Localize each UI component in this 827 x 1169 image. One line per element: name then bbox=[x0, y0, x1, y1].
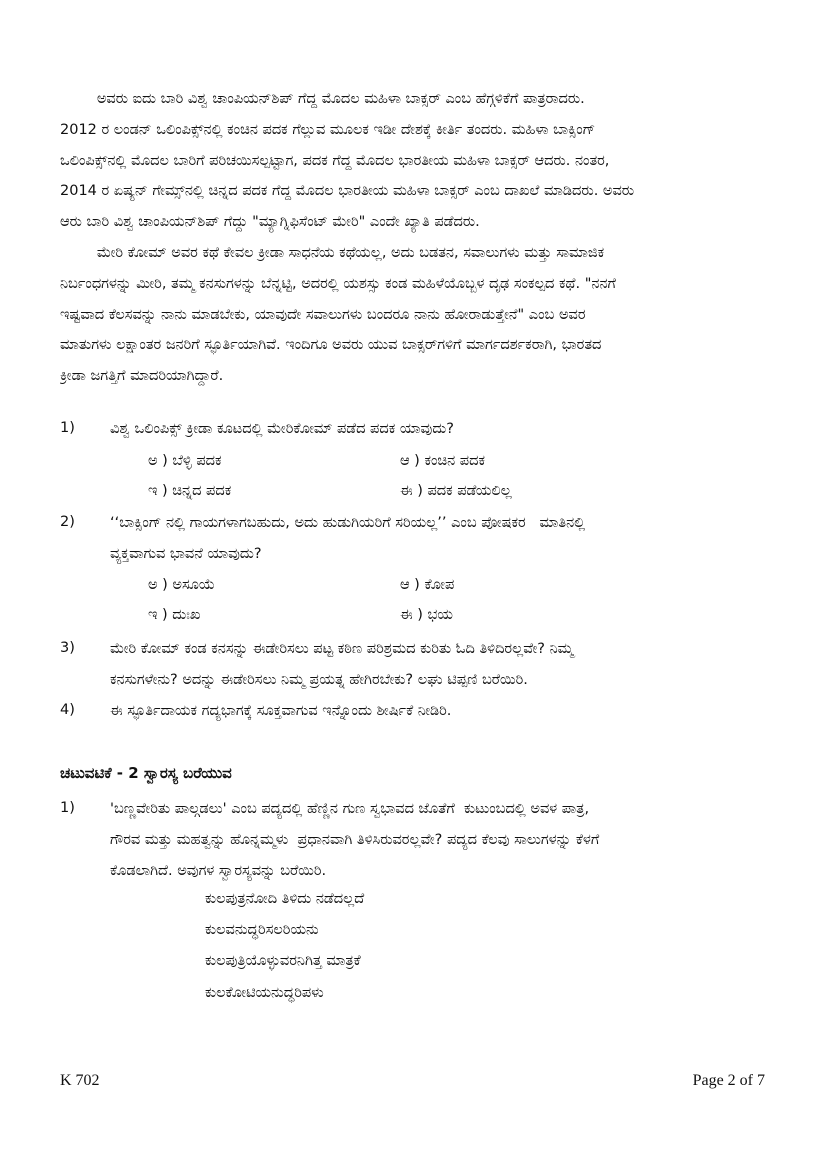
paragraph-line: ಅವರು ಐದು ಬಾರಿ ವಿಶ್ವ ಚಾಂಪಿಯನ್‌ಶಿಪ್ ಗೆದ್ದ ಮೊದಲ ಮಹಿಳಾ ಬಾಕ್ಸರ್ ಎಂಬ ಹೆಗ್ಗಳಿಕೆಗೆ ಪಾತ್ರರಾದರು. bbox=[60, 91, 585, 107]
paragraph-line: ಮೇರಿ ಕೋಮ್ ಅವರ ಕಥೆ ಕೇವಲ ಕ್ರೀಡಾ ಸಾಧನೆಯ ಕಥೆಯಲ್ಲ, ಅದು ಬಡತನ, ಸವಾಲುಗಳು ಮತ್ತು ಸಾಮಾಜಿಕ bbox=[60, 245, 605, 261]
q1-option-b: ಆ ) ಕಂಚಿನ ಪದಕ bbox=[400, 453, 485, 469]
paragraph-line: 2014 ರ ಏಷ್ಯನ್ ಗೇಮ್ಸ್‌ನಲ್ಲಿ ಚಿನ್ನದ ಪದಕ ಗೆದ್ದ ಮೊದಲ ಭಾರತೀಯ ಮಹಿಳಾ ಬಾಕ್ಸರ್ ಎಂಬ ದಾಖಲೆ ಮಾಡಿದರು. ಅವರು bbox=[60, 183, 635, 200]
question-2-text bbox=[110, 508, 766, 570]
q1-option-d: ಈ ) ಪದಕ ಪಡೆಯಲಿಲ್ಲ bbox=[400, 483, 512, 499]
question-number: 4) bbox=[60, 702, 75, 718]
question-4-text bbox=[110, 696, 766, 727]
paragraph-line: ಇಷ್ಟವಾದ ಕೆಲಸವನ್ನು ನಾನು ಮಾಡಬೇಕು, ಯಾವುದೇ ಸವಾಲುಗಳು ಬಂದರೂ ನಾನು ಹೋರಾಡುತ್ತೇನೆ" ಎಂಬ ಅವರ bbox=[60, 306, 586, 323]
question-1-text bbox=[110, 414, 766, 445]
paragraph-line: ಒಲಿಂಪಿಕ್ಸ್‌ನಲ್ಲಿ ಮೊದಲ ಬಾರಿಗೆ ಪರಿಚಯಿಸಲ್ಪಟ್ಟಾಗ, ಪದಕ ಗೆದ್ದ ಮೊದಲ ಭಾರತೀಯ ಮಹಿಳಾ ಬಾಕ್ಸರ್ ಆದರು. ನಂತರ, bbox=[60, 152, 610, 169]
question-number: 3) bbox=[60, 640, 75, 656]
page-number: Page 2 of 7 bbox=[692, 1072, 765, 1089]
verse-line: ಕುಲಕೋಟಿಯನುದ್ಧರಿಪಳು bbox=[205, 985, 324, 1001]
q1-option-c: ಇ ) ಚಿನ್ನದ ಪದಕ bbox=[148, 483, 232, 499]
paper-code: K 702 bbox=[60, 1072, 100, 1089]
question-3-text bbox=[110, 634, 766, 696]
activity-question-text bbox=[110, 794, 766, 887]
q1-option-a: ಅ ) ಬೆಳ್ಳಿ ಪದಕ bbox=[148, 453, 222, 469]
paragraph-line: ಮಾತುಗಳು ಲಕ್ಷಾಂತರ ಜನರಿಗೆ ಸ್ಫೂರ್ತಿಯಾಗಿವೆ. ಇಂದಿಗೂ ಅವರು ಯುವ ಬಾಕ್ಸರ್‌ಗಳಿಗೆ ಮಾರ್ಗದರ್ಶಕರಾಗಿ, ಭಾರತದ bbox=[60, 337, 602, 354]
activity-heading: ಚಟುವಟಿಕೆ - 2 ಸ್ವಾರಸ್ಯ ಬರೆಯುವ bbox=[60, 764, 232, 782]
question-line: ಗೌರವ ಮತ್ತು ಮಹತ್ವನ್ನು ಹೊನ್ನಮ್ಮಳು ಪ್ರಧಾನವಾಗಿ ತಿಳಿಸಿರುವರಲ್ಲವೇ? ಪದ್ಯದ ಕೆಲವು ಸಾಲುಗಳನ್ನು ಕೆಳಗೆ bbox=[110, 832, 600, 848]
question-number: 1) bbox=[60, 420, 75, 436]
paragraph-line: ನಿರ್ಬಂಧಗಳನ್ನು ಮೀರಿ, ತಮ್ಮ ಕನಸುಗಳನ್ನು ಬೆನ್ನಟ್ಟಿ, ಅದರಲ್ಲಿ ಯಶಸ್ಸು ಕಂಡ ಮಹಿಳೆಯೊಬ್ಬಳ ದೃಢ ಸಂಕಲ್ಪದ ಕಥೆ. "ನನಗೆ bbox=[60, 275, 616, 292]
paragraph-line: ಆರು ಬಾರಿ ವಿಶ್ವ ಚಾಂಪಿಯನ್‌ಶಿಪ್ ಗೆದ್ದು "ಮ್ಯಾಗ್ನಿಫಿಸೆಂಟ್ ಮೇರಿ" ಎಂದೇ ಖ್ಯಾತಿ ಪಡೆದರು. bbox=[60, 214, 480, 231]
q2-option-d: ಈ ) ಭಯ bbox=[400, 607, 453, 623]
question-line: ‘‘ಬಾಕ್ಸಿಂಗ್ ನಲ್ಲಿ ಗಾಯಗಳಾಗಬಹುದು, ಅದು ಹುಡುಗಿಯರಿಗೆ ಸರಿಯಲ್ಲ’’ ಎಂಬ ಪೋಷಕರ ಮಾತಿನಲ್ಲಿ bbox=[110, 515, 586, 531]
q2-option-a: ಅ ) ಅಸೂಯೆ bbox=[148, 577, 216, 593]
verse-line: ಕುಲಪುತ್ರನೋದಿ ತಿಳಿದು ನಡೆದಲ್ಲದೆ bbox=[205, 891, 365, 907]
question-line: ಈ ಸ್ಫೂರ್ತಿದಾಯಕ ಗದ್ಯಭಾಗಕ್ಕೆ ಸೂಕ್ತವಾಗುವ ಇನ್ನೊಂದು ಶೀರ್ಷಿಕೆ ನೀಡಿರಿ. bbox=[110, 703, 452, 719]
paragraph-line: ಕ್ರೀಡಾ ಜಗತ್ತಿಗೆ ಮಾದರಿಯಾಗಿದ್ದಾರೆ. bbox=[60, 368, 224, 385]
question-number: 2) bbox=[60, 514, 75, 530]
q2-option-b: ಆ ) ಕೋಪ bbox=[400, 577, 455, 593]
question-line: ವ್ಯಕ್ತವಾಗುವ ಭಾವನೆ ಯಾವುದು? bbox=[110, 546, 262, 562]
question-line: ಕೊಡಲಾಗಿದೆ. ಅವುಗಳ ಸ್ವಾರಸ್ಯವನ್ನು ಬರೆಯಿರಿ. bbox=[110, 863, 327, 879]
verse-line: ಕುಲವನುದ್ಧರಿಸಲರಿಯನು bbox=[205, 922, 319, 938]
verse-line: ಕುಲಪುತ್ರಿಯೊಳ್ಳುವರನಿಗಿತ್ತ ಮಾತ್ರಕೆ bbox=[205, 953, 361, 969]
q2-option-c: ಇ ) ದುಃಖ bbox=[148, 607, 201, 623]
passage-paragraph-1 bbox=[60, 84, 766, 238]
paragraph-line: 2012 ರ ಲಂಡನ್ ಒಲಿಂಪಿಕ್ಸ್‌ನಲ್ಲಿ ಕಂಚಿನ ಪದಕ ಗೆಲ್ಲುವ ಮೂಲಕ ಇಡೀ ದೇಶಕ್ಕೆ ಕೀರ್ತಿ ತಂದರು. ಮಹಿಳಾ ಬಾಕ್ಸಿಂಗ್ bbox=[60, 121, 596, 138]
question-line: ವಿಶ್ವ ಒಲಿಂಪಿಕ್ಸ್ ಕ್ರೀಡಾ ಕೂಟದಲ್ಲಿ ಮೇರಿಕೋಮ್ ಪಡೆದ ಪದಕ ಯಾವುದು? bbox=[110, 421, 454, 437]
passage-paragraph-2 bbox=[60, 238, 766, 392]
question-line: 'ಬಣ್ಣವೇರಿತು ಪಾಲ್ಗಡಲು' ಎಂಬ ಪದ್ಯದಲ್ಲಿ ಹೆಣ್ಣಿನ ಗುಣ ಸ್ವಭಾವದ ಜೊತೆಗೆ ಕುಟುಂಬದಲ್ಲಿ ಅವಳ ಪಾತ್ರ, bbox=[110, 801, 590, 817]
question-number: 1) bbox=[60, 800, 75, 816]
question-line: ಕನಸುಗಳೇನು? ಅದನ್ನು ಈಡೇರಿಸಲು ನಿಮ್ಮ ಪ್ರಯತ್ನ ಹೇಗಿರಬೇಕು? ಲಘು ಟಿಪ್ಪಣಿ ಬರೆಯಿರಿ. bbox=[110, 672, 528, 688]
question-line: ಮೇರಿ ಕೋಮ್ ಕಂಡ ಕನಸನ್ನು ಈಡೇರಿಸಲು ಪಟ್ಟ ಕಠಿಣ ಪರಿಶ್ರಮದ ಕುರಿತು ಓದಿ ತಿಳಿದಿರಲ್ಲವೇ? ನಿಮ್ಮ bbox=[110, 641, 574, 657]
